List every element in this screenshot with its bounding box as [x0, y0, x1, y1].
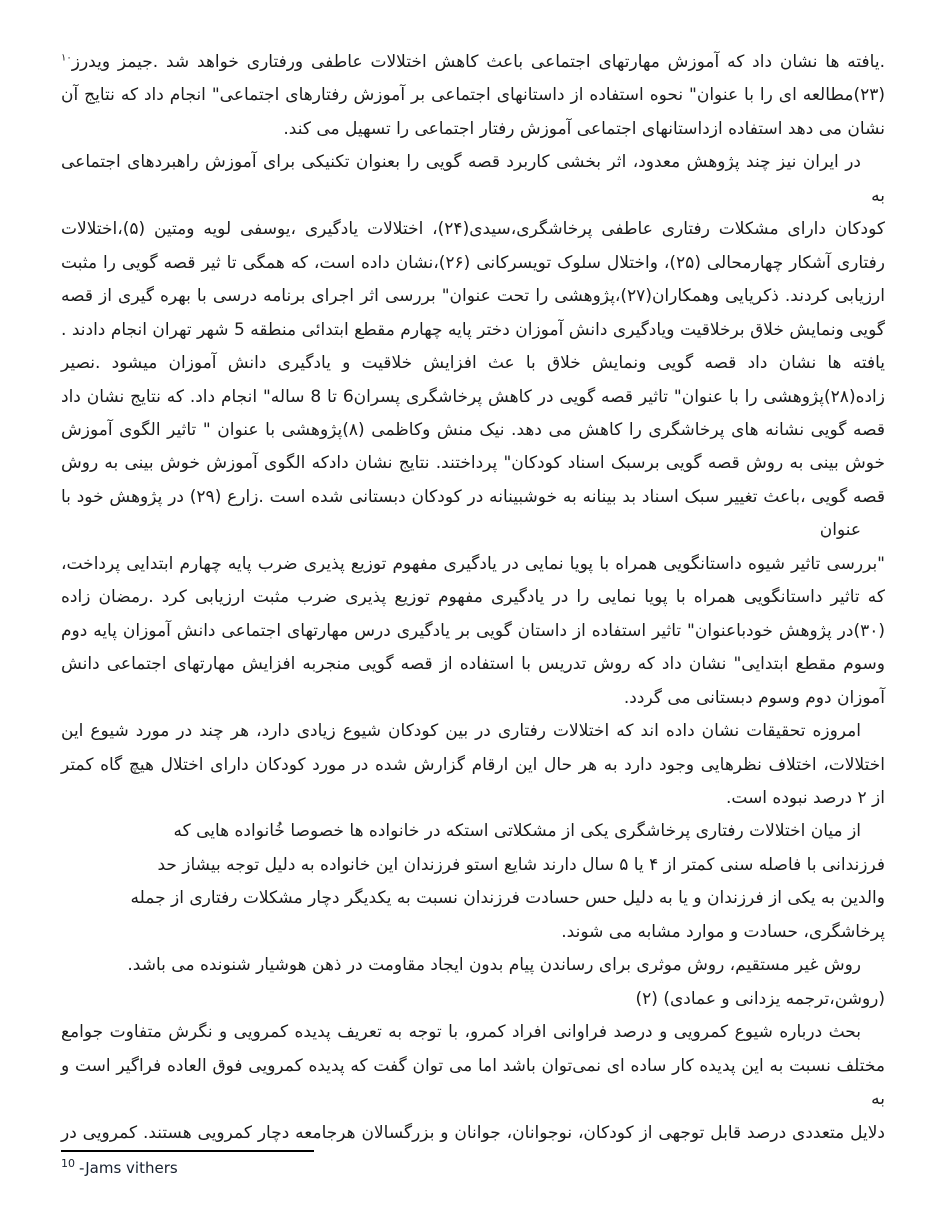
text-line: مختلف نسبت به این پدیده کار ساده ای نمی‌توان باشد اما می توان گفت که پدیده کمرویی فوق العاده فراگیر است و به: [61, 1055, 885, 1110]
text-line: پرخاشگری، حسادت و موارد مشابه می شوند.: [561, 921, 885, 942]
text-line: که تاثیر داستانگویی همراه با پویا نمایی را در یادگیری مفهوم توزیع پذیری ضرب مثبت ارزیابی کرد .رمضان زاده: [61, 587, 885, 608]
text-line: یافته ها نشان داد قصه گویی ونمایش خلاق با عث افزایش خلاقیت و یادگیری دانش آموزان میشود .نصیر: [61, 353, 885, 374]
text-line: بحث درباره شیوع کمرویی و درصد فراوانی افراد کمرو، با توجه به تعریف پدیده کمرویی و نگرش متفاوت جوامع: [61, 1022, 861, 1043]
text-line: آموزان دوم وسوم دبستانی می گردد.: [623, 687, 885, 708]
footnote-ref-superscript: ۱۰: [61, 52, 72, 64]
text-line: کودکان دارای مشکلات رفتاری عاطفی پرخاشگری،سیدی(۲۴)، اختلالات یادگیری ،یوسفی لویه ومتین (۵)،اختلالات: [61, 219, 886, 240]
footnote-marker: 10: [61, 1157, 75, 1170]
text-line: (۲۳)مطالعه ای را با عنوان" نحوه استفاده از داستانهای اجتماعی بر آموزش رفتارهای اجتماعی" انجام داد که نتایج آن: [61, 85, 885, 106]
text-line: از میان اختلالات رفتاری پرخاشگری یکی از مشکلاتی استکه در خانواده ها خصوصا خُانواده هایی که: [173, 821, 861, 842]
text-line: ارزیابی کردند. ذکریایی وهمکاران(۲۷)،پژوهشی را تحت عنوان" بررسی اثر اجرای برنامه درسی با بهره گیری از قصه: [61, 286, 885, 307]
text-line: قصه گویی ،باعث تغییر سبک اسناد بد بینانه به خوشبینانه در کودکان دبستانی شده است .زارع (۲۹) در پژوهش خود با: [61, 486, 885, 507]
text-line: رفتاری آشکار چهارمحالی (۲۵)، واختلال سلوک تویسرکانی (۲۶)،نشان داده است، که همگی تا ثیر قصه گویی را مثبت: [61, 252, 885, 273]
text-line: "بررسی تاثیر شیوه داستانگویی همراه با پویا نمایی در یادگیری مفهوم توزیع پذیری ضرب پایه چهارم ابتدایی پرداخت،: [61, 553, 885, 574]
footnote-text: -Jams vithers: [79, 1159, 178, 1177]
footnote-line: [61, 1159, 481, 1177]
text-block: [61, 46, 885, 1150]
text-line: (۳۰)در پژوهش خودباعنوان" تاثیر استفاده از داستان گویی بر یادگیری درس مهارتهای اجتماعی دانش آموزان پایه دوم: [61, 620, 885, 641]
text-line: روش غیر مستقیم، روش موثری برای رساندن پیام بدون ایجاد مقاومت در ذهن هوشیار شنونده می باشد.: [127, 955, 861, 976]
text-line: دلایل متعددی درصد قابل توجهی از کودکان، نوجوانان، جوانان و بزرگسالان هرجامعه دچار کمرویی هستند. کمرویی در: [61, 1122, 885, 1143]
text-line: اختلالات، اختلاف نظرهایی وجود دارد به هر حال این ارقام گزارش شده در مورد کودکان دارای اختلال هیچ گاه کمتر: [61, 754, 885, 775]
text-line: .یافته ها نشان داد که آموزش مهارتهای اجتماعی باعث کاهش اختلالات عاطفی ورفتاری خواهد شد .جیمز ویدرز$^{۱۰}$: [61, 52, 885, 72]
text-line: خوش بینی به روش قصه گویی برسبک اسناد کودکان" پرداختند. نتایج نشان دادکه الگوی آموزش خوش بینی به روش: [61, 453, 885, 474]
text-line: (روشن،ترجمه یزدانی و عمادی) (۲): [635, 988, 885, 1009]
footnote-divider: [61, 1150, 314, 1152]
text-line: امروزه تحقیقات نشان داده اند که اختلالات رفتاری در بین کودکان شیوع زیادی دارد، هر چند در مورد شیوع این: [61, 721, 861, 742]
text-line: زاده(۲۸)پژوهشی را با عنوان" تاثیر قصه گویی در کاهش پرخاشگری پسران6 تا 8 ساله" انجام داد. که نتایج نشان داد: [61, 386, 885, 407]
text-line: عنوان: [819, 520, 861, 541]
text-line: از ۲ درصد نبوده است.: [725, 787, 885, 808]
text-line: در ایران نیز چند پژوهش معدود، اثر بخشی کاربرد قصه گویی را بعنوان تکنیکی برای آموزش راهبردهای اجتماعی به: [61, 152, 885, 206]
text-line: گویی ونمایش خلاق برخلاقیت ویادگیری دانش آموزان دختر پایه چهارم مقطع ابتدائی منطقه 5 شهر تهران انجام دادند .: [61, 319, 885, 340]
text-line: قصه گویی نشانه های پرخاشگری را کاهش می دهد. نیک منش وکاظمی (۸)پژوهشی با عنوان " تاثیر الگوی آموزش: [61, 419, 885, 440]
text-line: وسوم مقطع ابتدایی" نشان داد که روش تدریس با استفاده از قصه گویی منجربه افزایش مهارتهای اجتماعی دانش: [61, 654, 885, 675]
text-line: نشان می دهد استفاده ازداستانهای اجتماعی آموزش رفتار اجتماعی را تسهیل می کند.: [283, 118, 885, 139]
footnote: [61, 1150, 481, 1177]
text-line: والدین به یکی از فرزندان و یا به دلیل حس حسادت فرزندان نسبت به یکدیگر دچار مشکلات رفتاری از جمله: [130, 888, 885, 909]
text-line: فرزندانی با فاصله سنی کمتر از ۴ یا ۵ سال دارند شایع استو فرزندان این خانواده به دلیل توجه بیشاز حد: [157, 854, 885, 875]
